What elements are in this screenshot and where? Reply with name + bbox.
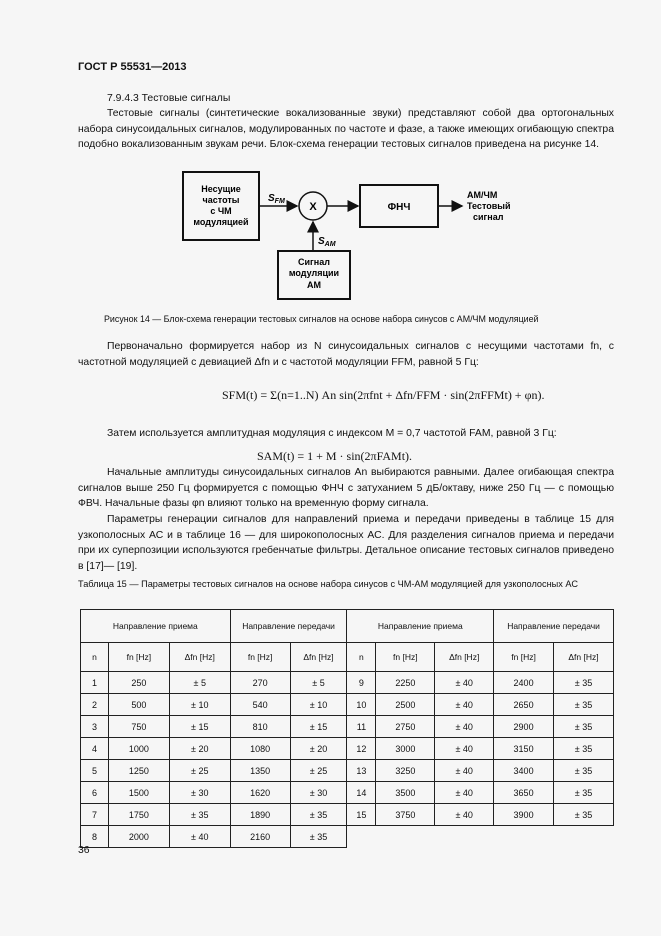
table-cell: 2160	[230, 826, 290, 848]
table-cell: 4	[81, 738, 109, 760]
table-cell: 1500	[108, 782, 169, 804]
table-cell: ± 40	[435, 672, 494, 694]
table-cell: 3400	[494, 760, 554, 782]
col-f: fn [Hz]	[376, 643, 435, 672]
table-row	[81, 826, 614, 848]
table-cell: ± 40	[435, 782, 494, 804]
table-cell: 2650	[494, 694, 554, 716]
table-cell: ± 35	[554, 782, 614, 804]
table-cell: 12	[347, 738, 376, 760]
carrier-line-1: Несущие	[201, 184, 241, 194]
col-n: n	[347, 643, 376, 672]
table-cell: 250	[108, 672, 169, 694]
table-cell: 11	[347, 716, 376, 738]
page-number: 36	[78, 845, 90, 856]
table-cell: 500	[108, 694, 169, 716]
table-cell: 1350	[230, 760, 290, 782]
table-cell: 1750	[108, 804, 169, 826]
table-cell: 7	[81, 804, 109, 826]
group-transmit-left: Направление передачи	[230, 610, 347, 643]
am-line-3: АМ	[307, 280, 321, 290]
table-row	[81, 694, 614, 716]
table-cell: 3650	[494, 782, 554, 804]
table-cell: ± 30	[169, 782, 230, 804]
table-cell: 1620	[230, 782, 290, 804]
table-cell: ± 40	[435, 716, 494, 738]
col-df: Δfn [Hz]	[435, 643, 494, 672]
table-cell: ± 35	[554, 716, 614, 738]
col-df: Δfn [Hz]	[290, 643, 347, 672]
output-line-3: сигнал	[473, 212, 504, 222]
formula-sam: SAM(t) = 1 + M · sin(2πFAMt).	[257, 449, 413, 463]
table-row	[81, 760, 614, 782]
table-cell: 2250	[376, 672, 435, 694]
document-header: ГОСТ Р 55531—2013	[78, 61, 187, 73]
table-cell: ± 35	[290, 826, 347, 848]
table-cell: ± 5	[290, 672, 347, 694]
col-f: fn [Hz]	[230, 643, 290, 672]
table-cell: 3500	[376, 782, 435, 804]
table-cell: 2900	[494, 716, 554, 738]
output-line-1: АМ/ЧМ	[467, 190, 498, 200]
table-cell: ± 15	[169, 716, 230, 738]
col-f: fn [Hz]	[108, 643, 169, 672]
section-heading: 7.9.4.3 Тестовые сигналы	[107, 93, 231, 104]
table-cell: ± 20	[169, 738, 230, 760]
table-cell: ± 35	[554, 694, 614, 716]
am-line-1: Сигнал	[298, 257, 330, 267]
table-cell: ± 40	[435, 804, 494, 826]
table-cell: ± 40	[435, 738, 494, 760]
col-f: fn [Hz]	[494, 643, 554, 672]
am-line-2: модуляции	[288, 268, 340, 278]
table-cell: 3000	[376, 738, 435, 760]
table-cell: 3250	[376, 760, 435, 782]
table-row	[81, 782, 614, 804]
output-line-2: Тестовый	[467, 201, 511, 211]
group-transmit-right: Направление передачи	[494, 610, 614, 643]
table-cell: 2500	[376, 694, 435, 716]
table-cell: ± 35	[554, 738, 614, 760]
table-cell: ± 40	[169, 826, 230, 848]
table-cell: 2	[81, 694, 109, 716]
col-df: Δfn [Hz]	[169, 643, 230, 672]
table-row	[81, 716, 614, 738]
table-cell: 9	[347, 672, 376, 694]
table-cell: ± 25	[169, 760, 230, 782]
carrier-line-3: с ЧМ	[210, 206, 232, 216]
col-df: Δfn [Hz]	[554, 643, 614, 672]
table-row	[81, 804, 614, 826]
table-cell: 1890	[230, 804, 290, 826]
block-diagram	[170, 165, 530, 305]
table-cell: 14	[347, 782, 376, 804]
table-row	[81, 672, 614, 694]
table-cell: 10	[347, 694, 376, 716]
table-cell: ± 20	[290, 738, 347, 760]
table-cell: 8	[81, 826, 109, 848]
table-cell: ± 30	[290, 782, 347, 804]
parameters-table	[80, 609, 614, 848]
table-cell: 540	[230, 694, 290, 716]
table-cell: 2400	[494, 672, 554, 694]
table-cell: ± 35	[554, 672, 614, 694]
table-cell: 6	[81, 782, 109, 804]
label-sfm: $S_{FM}$	[268, 193, 285, 205]
group-receive-right: Направление приема	[347, 610, 494, 643]
table-cell: 3900	[494, 804, 554, 826]
table-cell: 1250	[108, 760, 169, 782]
table-cell: ± 40	[435, 760, 494, 782]
paragraph-parameters: Параметры генерации сигналов для направлений приема и передачи приведены в таблице 15 для узкополосных АС и в таблице 16 — для широкополосных АС. Для разделения сигналов приема и передачи при их суперпозиции используются гребенчатые фильтры. Детальное описание тестовых сигналов приведено в [17]— [19].	[78, 514, 614, 572]
table-cell: 750	[108, 716, 169, 738]
table-caption: Таблица 15 — Параметры тестовых сигналов на основе набора синусов с ЧМ-АМ модуляцией для узкополосных АС	[78, 579, 578, 589]
table-cell: ± 35	[290, 804, 347, 826]
table-cell: ± 15	[290, 716, 347, 738]
lpf-label: ФНЧ	[387, 202, 411, 213]
group-receive-left: Направление приема	[81, 610, 231, 643]
table-cell: 3750	[376, 804, 435, 826]
table-body	[81, 672, 614, 848]
table-cell: ± 35	[554, 804, 614, 826]
table-cell: 270	[230, 672, 290, 694]
table-cell: ± 10	[290, 694, 347, 716]
col-n: n	[81, 643, 109, 672]
table-cell: 13	[347, 760, 376, 782]
table-cell: 1000	[108, 738, 169, 760]
carrier-line-4: модуляцией	[193, 217, 249, 227]
table-cell: ± 25	[290, 760, 347, 782]
table-cell: 15	[347, 804, 376, 826]
multiplier-symbol: X	[309, 201, 317, 213]
paragraph-carriers: Первоначально формируется набор из N синусоидальных сигналов с несущими частотами fn, с частотной модуляцией с девиацией Δfn и с частотой модуляции FFM, равной 5 Гц:	[78, 341, 614, 368]
table-cell: 2000	[108, 826, 169, 848]
formula-sfm: SFM(t) = Σ(n=1..N) An sin(2πfnt + Δfn/FFM · sin(2πFFMt) + φn).	[222, 388, 545, 402]
table-cell: ± 40	[435, 694, 494, 716]
table-cell: ± 35	[169, 804, 230, 826]
figure-caption: Рисунок 14 — Блок-схема генерации тестовых сигналов на основе набора синусов с АМ/ЧМ модуляцией	[104, 314, 539, 324]
table-cell: ± 5	[169, 672, 230, 694]
label-sam: $S_{AM}$	[318, 236, 336, 248]
empty-cell	[347, 826, 614, 848]
table-cell: 1	[81, 672, 109, 694]
paragraph-intro: Тестовые сигналы (синтетические вокализованные звуки) представляют собой два ортогональных набора синусоидальных сигналов, модулированных по частоте и фазе, а также имеющих огибающую спектра подобно вокализованным звукам речи. Блок-схема генерации тестовых сигналов приведена на рисунке 14.	[78, 108, 614, 150]
carrier-line-2: частоты	[202, 195, 240, 205]
table-cell: 1080	[230, 738, 290, 760]
table-cell: 3	[81, 716, 109, 738]
table-row	[81, 738, 614, 760]
paragraph-am: Затем используется амплитудная модуляция с индексом M = 0,7 частотой FAM, равной 3 Гц:	[107, 428, 557, 439]
paragraph-amplitudes: Начальные амплитуды синусоидальных сигналов An выбираются равными. Далее огибающая спектра сигналов выше 250 Гц формируется с помощью ФНЧ с затуханием 5 дБ/октаву, ниже 250 Гц — с помощью ФВЧ. Начальные фазы φn влияют только на временную форму сигнала.	[78, 467, 614, 509]
table-cell: 810	[230, 716, 290, 738]
table-cell: 3150	[494, 738, 554, 760]
table-cell: ± 10	[169, 694, 230, 716]
table-cell: 2750	[376, 716, 435, 738]
table-cell: ± 35	[554, 760, 614, 782]
table-cell: 5	[81, 760, 109, 782]
